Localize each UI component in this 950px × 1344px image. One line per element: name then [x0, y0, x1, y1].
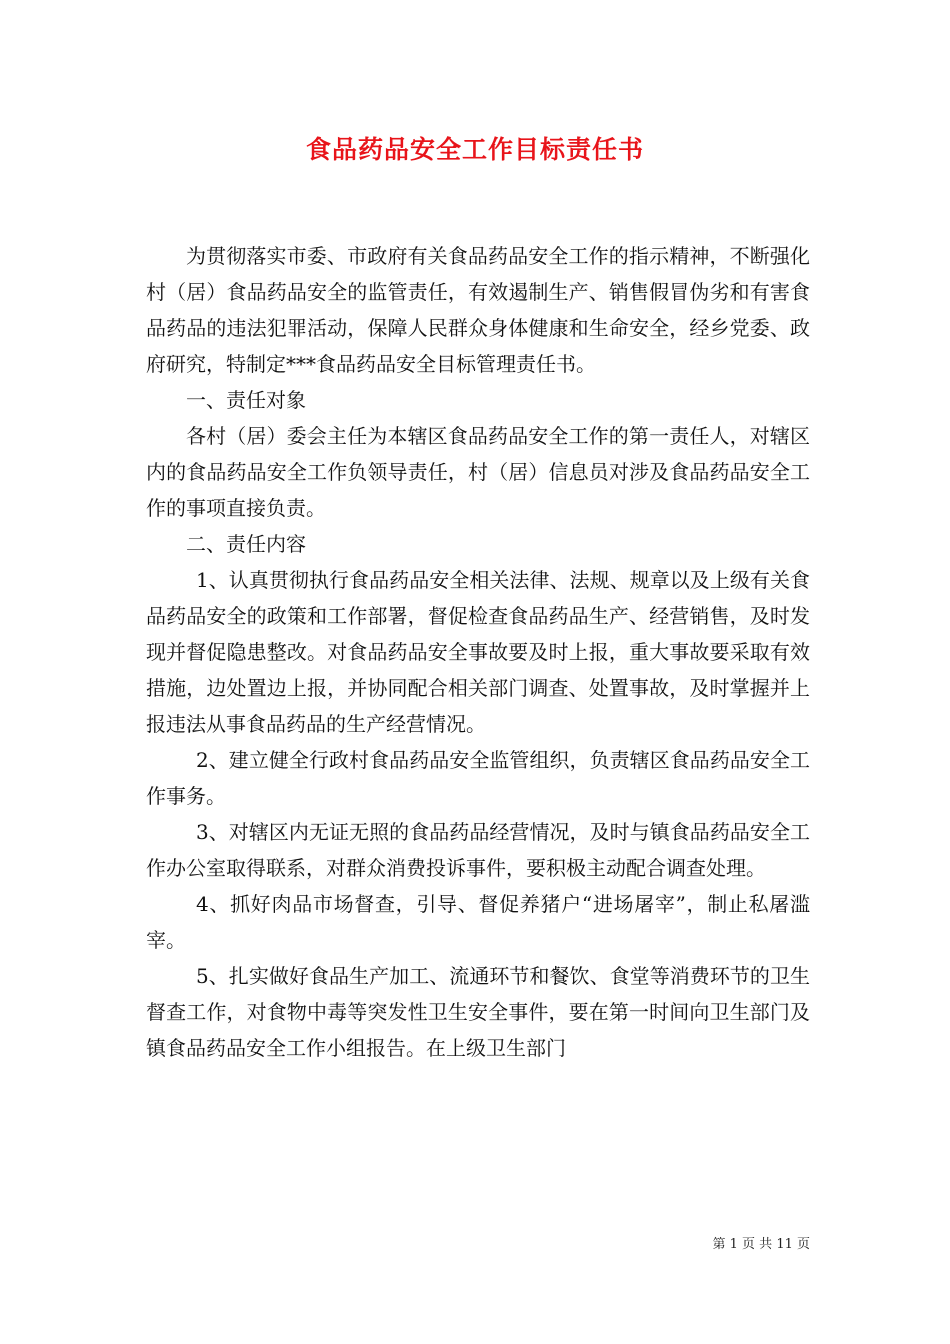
section-heading-responsibility-content: 二、责任内容 — [186, 532, 306, 556]
paragraph-responsibility-object: 各村（居）委会主任为本辖区食品药品安全工作的第一责任人，对辖区内的食品药品安全工作负领导责任，村（居）信息员对涉及食品药品安全工作的事项直接负责。 — [146, 424, 810, 520]
document-body — [146, 238, 810, 1066]
paragraph-intro: 为贯彻落实市委、市政府有关食品药品安全工作的指示精神，不断强化村（居）食品药品安全的监管责任，有效遏制生产、销售假冒伪劣和有害食品药品的违法犯罪活动，保障人民群众身体健康和生命安全，经乡党委、政府研究，特制定***食品药品安全目标管理责任书。 — [146, 244, 810, 376]
list-item-5: 5、扎实做好食品生产加工、流通环节和餐饮、食堂等消费环节的卫生督查工作，对食物中毒等突发性卫生安全事件，要在第一时间向卫生部门及镇食品药品安全工作小组报告。在上级卫生部门 — [146, 964, 810, 1060]
section-heading-responsibility-object: 一、责任对象 — [186, 388, 306, 412]
list-item-2: 2、建立健全行政村食品药品安全监管组织，负责辖区食品药品安全工作事务。 — [146, 748, 810, 808]
list-item-3: 3、对辖区内无证无照的食品药品经营情况，及时与镇食品药品安全工作办公室取得联系，对群众消费投诉事件，要积极主动配合调查处理。 — [146, 820, 810, 880]
list-item-1: 1、认真贯彻执行食品药品安全相关法律、法规、规章以及上级有关食品药品安全的政策和工作部署，督促检查食品药品生产、经营销售，及时发现并督促隐患整改。对食品药品安全事故要及时上报，重大事故要采取有效措施，边处置边上报，并协同配合相关部门调查、处置事故，及时掌握并上报违法从事食品药品的生产经营情况。 — [146, 568, 810, 736]
document-title: 食品药品安全工作目标责任书 — [305, 135, 644, 164]
page-number: 第 1 页 共 11 页 — [712, 1237, 810, 1252]
list-item-4: 4、抓好肉品市场督查，引导、督促养猪户“进场屠宰”，制止私屠滥宰。 — [146, 892, 810, 952]
